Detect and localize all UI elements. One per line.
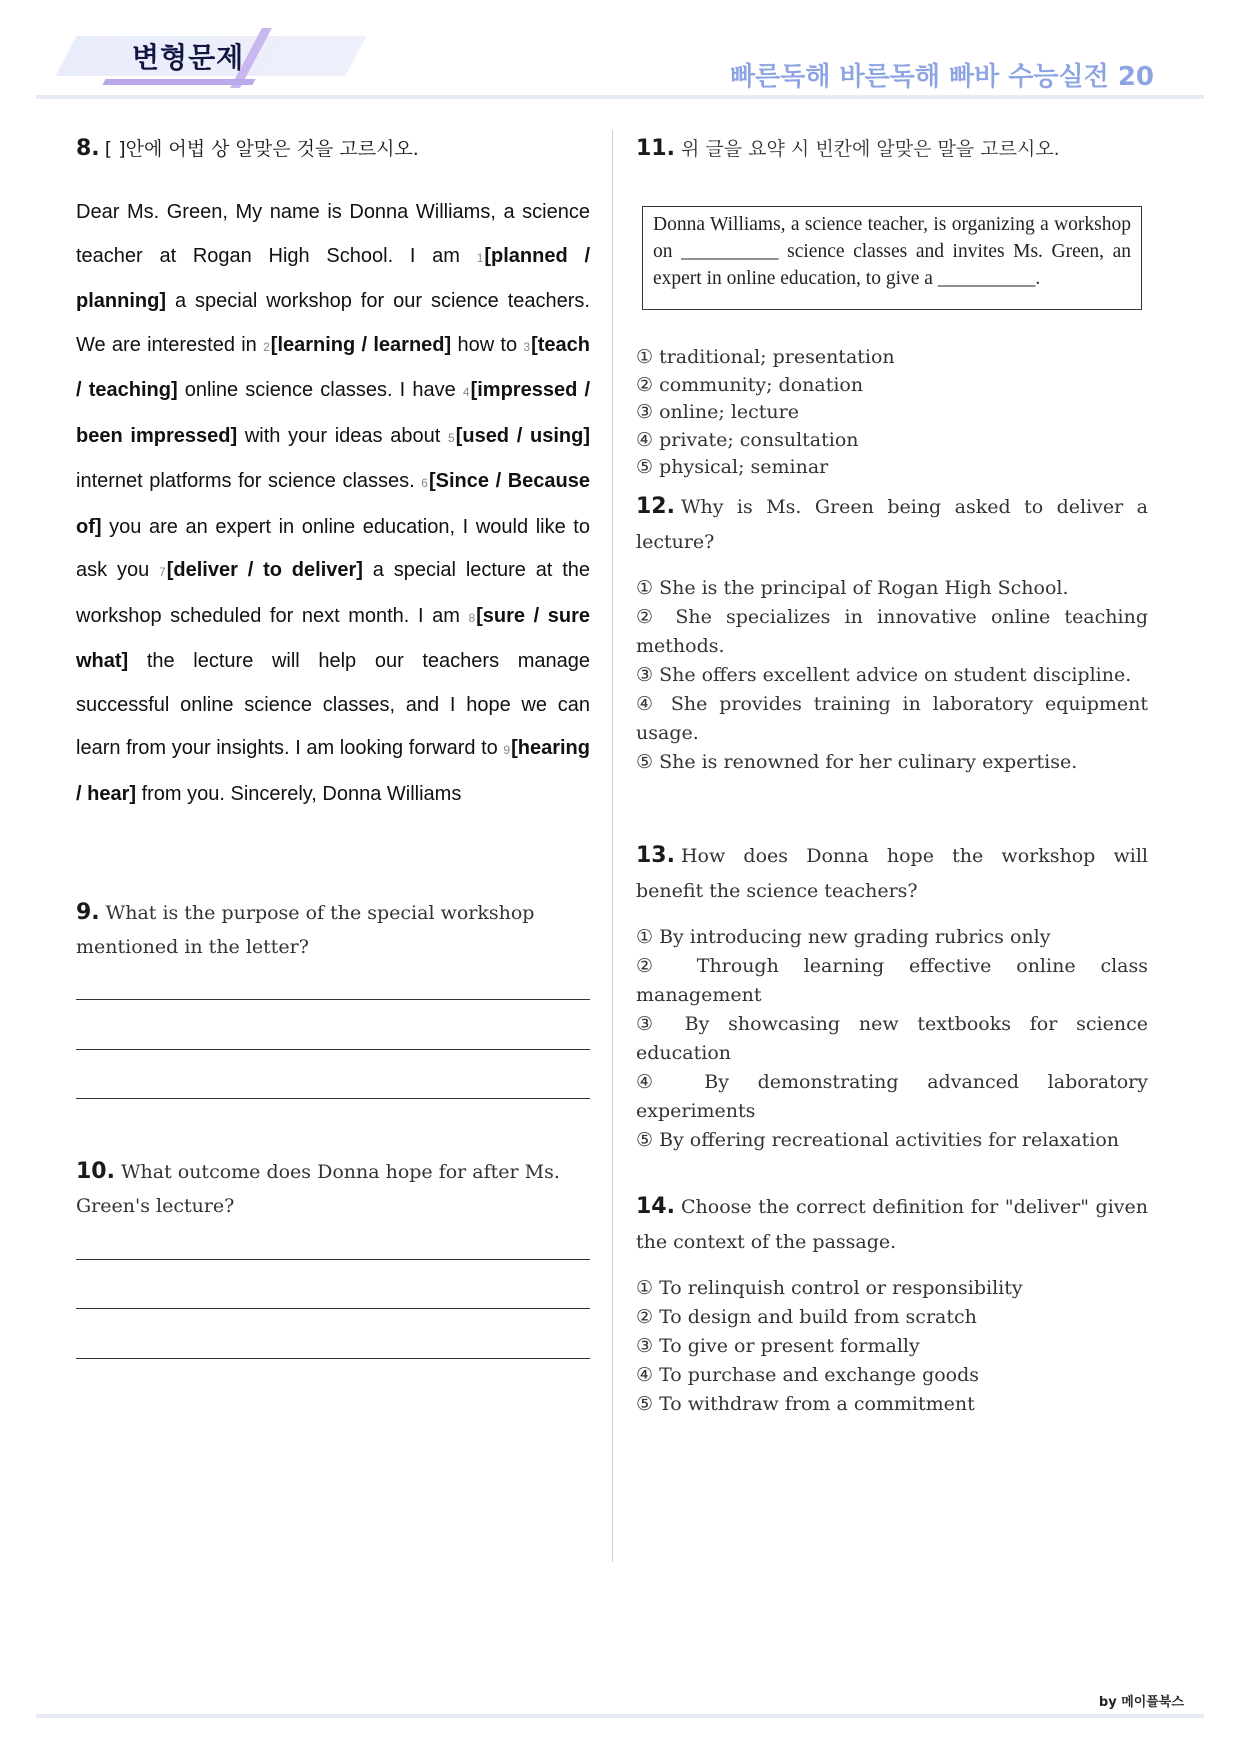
question-text: 위 글을 요약 시 빈칸에 알맞은 말을 고르시오. — [681, 138, 1060, 160]
answer-choice[interactable]: ⑤ She is renowned for her culinary expertise. — [636, 751, 1078, 773]
answer-line[interactable] — [76, 1259, 590, 1260]
column-divider — [612, 130, 613, 1562]
blank-number: 4 — [462, 385, 470, 399]
passage-text: a special workshop for our science teachers. We are interested in — [76, 290, 590, 356]
answer-choice[interactable]: ① traditional; presentation — [636, 346, 895, 368]
answer-choice[interactable]: ③ By showcasing new textbooks for science education — [636, 1013, 1148, 1064]
blank-number: 7 — [159, 565, 166, 579]
blank-number: 8 — [468, 610, 476, 625]
answer-choice[interactable]: ④ private; consultation — [636, 428, 859, 451]
answer-choice[interactable]: ③ online; lecture — [636, 401, 799, 423]
passage-text: from you. Sincerely, Donna Williams — [136, 782, 462, 805]
question-text: What is the purpose of the special workshop mentioned in the letter? — [76, 902, 535, 958]
answer-choice[interactable]: ① She is the principal of Rogan High School. — [636, 577, 1069, 599]
answer-choices — [636, 923, 1148, 1155]
question-11 — [636, 134, 1148, 161]
question-10 — [76, 1155, 590, 1223]
passage-text: with your ideas about — [237, 424, 448, 447]
question-number: 14. — [636, 1194, 675, 1219]
answer-line[interactable] — [76, 999, 590, 1000]
answer-choice[interactable]: ① By introducing new grading rubrics only — [636, 926, 1051, 948]
question-number: 9. — [76, 900, 100, 925]
answer-choices — [636, 344, 1148, 482]
question-12 — [636, 489, 1148, 777]
header-accent-underline — [102, 79, 255, 85]
blank-number: 3 — [523, 339, 531, 354]
grammar-option[interactable]: [learning / learned] — [270, 333, 452, 356]
question-number: 10. — [76, 1159, 115, 1184]
question-8 — [76, 134, 590, 816]
blank-number: 5 — [448, 430, 455, 445]
answer-line[interactable] — [76, 1358, 590, 1359]
question-number: 8. — [76, 136, 100, 161]
answer-choice[interactable]: ⑤ physical; seminar — [636, 456, 829, 478]
blank-number: 9 — [503, 743, 511, 757]
blank-number: 6 — [421, 476, 428, 490]
question-14 — [636, 1189, 1148, 1419]
question-instruction: [ ]안에 어법 상 알맞은 것을 고르시오. — [104, 138, 419, 160]
passage-text: the lecture will help our teachers manage successful online science classes, and I hope we can learn from your insights. I am looking forward to — [76, 650, 590, 759]
grammar-option[interactable]: [teach / teaching] — [76, 333, 590, 401]
answer-choice[interactable]: ③ She offers excellent advice on student discipline. — [636, 664, 1132, 686]
question-number: 13. — [636, 843, 675, 868]
grammar-option[interactable]: [used / using] — [455, 424, 590, 447]
answer-choice[interactable]: ② Through learning effective online class management — [636, 955, 1148, 1006]
question-number: 12. — [636, 494, 675, 519]
answer-line[interactable] — [76, 1308, 590, 1309]
passage-text: internet platforms for science classes. — [76, 470, 422, 492]
answer-choice[interactable]: ① To relinquish control or responsibility — [636, 1277, 1023, 1299]
answer-choices — [636, 574, 1148, 777]
answer-line[interactable] — [76, 1049, 590, 1050]
footer-credit: by 메이플북스 — [1098, 1695, 1184, 1710]
answer-choice[interactable]: ② She specializes in innovative online teaching methods. — [636, 606, 1148, 657]
passage-text: you are an expert in online education, I would like to ask you — [76, 515, 590, 581]
grammar-option[interactable]: [hearing / hear] — [76, 737, 590, 805]
answer-choice[interactable]: ③ To give or present formally — [636, 1335, 920, 1357]
question-13 — [636, 838, 1148, 1155]
grammar-option[interactable]: [deliver / to deliver] — [166, 559, 363, 581]
blank-number: 1 — [476, 250, 484, 265]
question-stem — [636, 838, 1148, 909]
answer-choice[interactable]: ④ By demonstrating advanced laboratory experiments — [636, 1071, 1148, 1122]
header-title: 빠른독해 바른독해 빠바 수능실전 20 — [729, 62, 1154, 92]
question-text: Why is Ms. Green being asked to deliver a lecture? — [636, 496, 1148, 553]
question-text: What outcome does Donna hope for after Ms. Green's lecture? — [76, 1161, 560, 1217]
question-text: How does Donna hope the workshop will benefit the science teachers? — [636, 845, 1148, 902]
question-9 — [76, 896, 590, 964]
answer-choice[interactable]: ⑤ To withdraw from a commitment — [636, 1393, 975, 1415]
answer-line[interactable] — [76, 1098, 590, 1099]
grammar-option[interactable]: [planned / planning] — [76, 244, 590, 312]
answer-choice[interactable]: ② community; donation — [636, 373, 864, 396]
answer-choice[interactable]: ⑤ By offering recreational activities for relaxation — [636, 1129, 1120, 1151]
passage-text: how to — [451, 333, 524, 356]
passage-text: a special lecture at the workshop scheduled for next month. I am — [76, 559, 591, 627]
passage-text: Dear Ms. Green, My name is Donna Williams, a science teacher at Rogan High School. I am — [76, 201, 590, 267]
header-badge: 변형문제 — [132, 41, 245, 74]
answer-choices — [636, 1274, 1148, 1419]
answer-choice[interactable]: ② To design and build from scratch — [636, 1306, 977, 1328]
answer-choice[interactable]: ④ To purchase and exchange goods — [636, 1364, 980, 1386]
grammar-option[interactable]: [sure / sure what] — [76, 604, 590, 672]
question-stem — [636, 489, 1148, 560]
answer-choice[interactable]: ④ She provides training in laboratory equipment usage. — [636, 693, 1148, 744]
summary-box: Donna Williams, a science teacher, is organizing a workshop on __________ science classes and invites Ms. Green, an expert in online education, to give a __________. — [642, 206, 1142, 310]
passage-text: online science classes. I have — [177, 379, 463, 401]
footer-rule — [36, 1714, 1204, 1718]
question-stem — [636, 1189, 1148, 1260]
letter-passage — [76, 191, 590, 816]
grammar-option[interactable]: [Since / Because of] — [76, 470, 591, 538]
question-number: 11. — [636, 136, 675, 161]
header-rule — [36, 95, 1204, 99]
question-text: Choose the correct definition for "deliver" given the context of the passage. — [636, 1196, 1148, 1253]
question-8-stem — [76, 134, 590, 161]
blank-number: 2 — [263, 339, 270, 354]
grammar-option[interactable]: [impressed / been impressed] — [76, 379, 590, 447]
